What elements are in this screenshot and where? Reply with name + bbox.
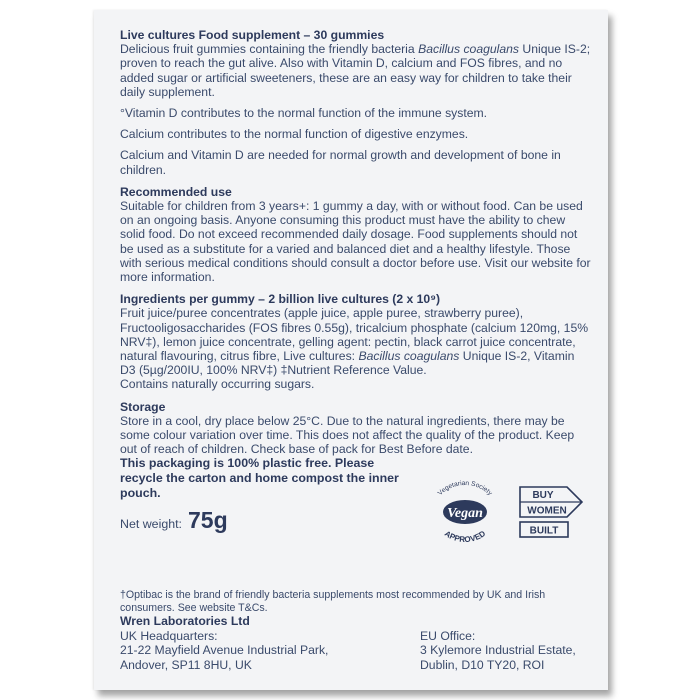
recommended-use-text: Suitable for children from 3 years+: 1 gummy a day, with or without food. Can be used on an ongoing basis. Anyone consuming this product must have the ability to chew solid food. Do not exceed recommended daily dosage. Food supplements should not be used as a substitute for a varied and balanced diet and a healthy lifestyle. Those with serious medical conditions should consult a doctor before use. Visit our website for more information. (120, 199, 591, 285)
claim-calcium-bone: Calcium and Vitamin D are needed for normal growth and development of bone in children. (120, 148, 561, 177)
bwb-buy: BUY (532, 490, 554, 501)
text-run: Fruit juice/puree concentrates (apple juice, apple puree, strawberry puree), Fructooligosaccharides (FOS fibres 0.55g), tricalcium phosphate (calcium 120mg, 15% NRV‡), lemon juice concentrate, gelling agent: pectin, black carrot juice concentrate, natural flavouring, citrus fibre, Live cultures: (120, 306, 589, 364)
svg-text:APPROVED (443, 529, 487, 542)
species-name: Bacillus coagulans (358, 349, 460, 364)
eu-address-line: 3 Kylemore Industrial Estate, (420, 643, 576, 658)
vegan-society-logo (424, 478, 506, 542)
label-content (120, 28, 592, 532)
recommended-use-heading: Recommended use (120, 184, 232, 199)
label-panel (94, 10, 608, 690)
company-info (120, 614, 590, 672)
text-run: Unique IS-2, Vitamin D3 (5µg/200IU, 100% NRV‡) ‡Nutrient Reference Value. (120, 349, 575, 378)
net-weight-label: Net weight: (120, 517, 182, 532)
net-weight-value: 75g (187, 507, 228, 534)
intro-paragraph (120, 42, 592, 99)
brand-footnote: †Optibac is the brand of friendly bacteria supplements most recommended by UK and Irish consumers. See website T&Cs. (120, 588, 546, 614)
company-name: Wren Laboratories Ltd (120, 614, 250, 628)
bwb-women: WOMEN (527, 505, 567, 517)
uk-address-line: Andover, SP11 8HU, UK (120, 657, 252, 672)
buy-women-built-logo (519, 486, 583, 540)
claim-calcium-enzymes: Calcium contributes to the normal function of digestive enzymes. (120, 127, 469, 142)
storage-heading: Storage (120, 399, 166, 414)
text-run: Delicious fruit gummies containing the friendly bacteria (120, 42, 419, 57)
vegan-logo-top-text: Vegetarian Society (436, 479, 494, 497)
vegan-logo-bottom-text: APPROVED (442, 529, 488, 542)
eu-address-line: EU Office: (420, 628, 476, 643)
eu-address (420, 629, 590, 673)
claim-vitamin-d: °Vitamin D contributes to the normal function of the immune system. (120, 106, 488, 121)
bwb-built: BUILT (529, 525, 559, 537)
ingredients-heading: Ingredients per gummy – 2 billion live cultures (2 x 10⁹) (120, 292, 441, 307)
svg-text:Vegetarian Society (437, 480, 494, 498)
text-run: Unique IS-2; proven to reach the gut alive. Also with Vitamin D, calcium and FOS fibres, and no added sugar or artificial sweeteners, these are an easy way for children to take their daily supplement. (120, 42, 591, 99)
storage-text: Store in a cool, dry place below 25°C. Due to the natural ingredients, there may be some colour variation over time. This does not affect the quality of the product. Keep out of reach of children. Check base of pack for Best Before date. (120, 413, 575, 457)
plastic-free-statement: This packaging is 100% plastic free. Please recycle the carton and home compost the inner pouch. (120, 456, 399, 501)
uk-address-line: UK Headquarters: (120, 628, 218, 643)
uk-address (120, 629, 420, 673)
ingredients-note: Contains naturally occurring sugars. (120, 377, 315, 392)
uk-address-line: 21-22 Mayfield Avenue Industrial Park, (120, 643, 329, 658)
species-name: Bacillus coagulans (418, 42, 520, 57)
ingredients-text (120, 306, 592, 377)
product-title: Live cultures Food supplement – 30 gummies (120, 28, 385, 42)
eu-address-line: Dublin, D10 TY20, ROI (420, 657, 545, 672)
vegan-logo-center-text: Vegan (447, 506, 483, 521)
